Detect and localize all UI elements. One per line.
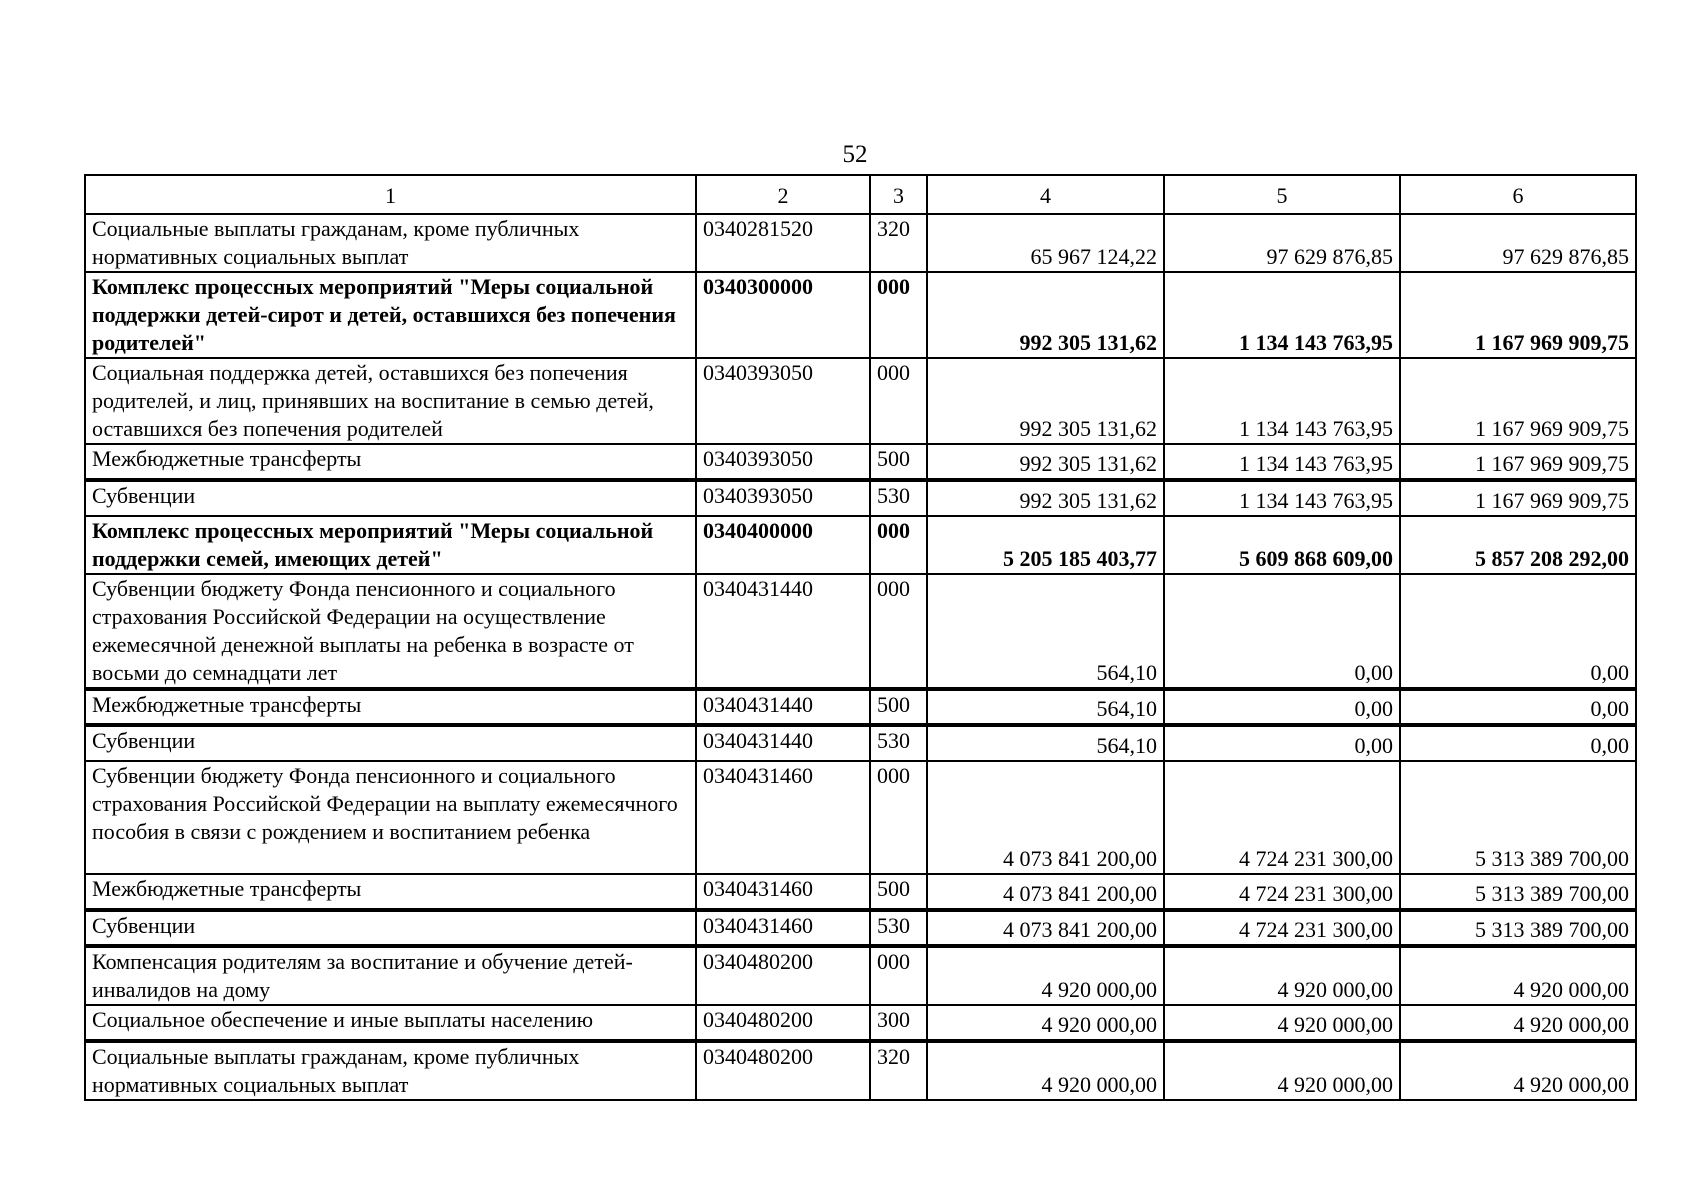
amount-col6-cell: 4 920 000,00 [1400, 1005, 1636, 1041]
amount-col4-cell: 4 073 841 200,00 [927, 761, 1164, 874]
amount-col5-cell: 97 629 876,85 [1164, 214, 1400, 272]
amount-col4-cell: 4 920 000,00 [927, 1041, 1164, 1100]
amount-col4-cell: 992 305 131,62 [927, 480, 1164, 516]
expense-type-cell: 500 [870, 874, 927, 910]
amount-col4-cell: 4 920 000,00 [927, 1005, 1164, 1041]
expense-type-cell: 530 [870, 910, 927, 946]
row-name-cell: Межбюджетные трансферты [85, 874, 696, 910]
table-row [85, 214, 1636, 272]
amount-col6-cell: 4 920 000,00 [1400, 946, 1636, 1005]
expense-type-cell: 000 [870, 761, 927, 874]
column-header: 3 [870, 175, 927, 214]
amount-col6-cell: 0,00 [1400, 725, 1636, 761]
amount-col6-cell: 1 167 969 909,75 [1400, 480, 1636, 516]
row-name-cell: Межбюджетные трансферты [85, 444, 696, 480]
amount-col5-cell: 4 724 231 300,00 [1164, 910, 1400, 946]
amount-col6-cell: 1 167 969 909,75 [1400, 272, 1636, 358]
amount-col4-cell: 992 305 131,62 [927, 272, 1164, 358]
page-number: 52 [842, 141, 868, 168]
amount-col5-cell: 4 724 231 300,00 [1164, 761, 1400, 874]
amount-col5-cell: 1 134 143 763,95 [1164, 358, 1400, 444]
amount-col5-cell: 1 134 143 763,95 [1164, 444, 1400, 480]
expense-type-cell: 320 [870, 1041, 927, 1100]
row-name-cell: Субвенции [85, 725, 696, 761]
expense-type-cell: 500 [870, 444, 927, 480]
target-code-cell: 0340393050 [696, 444, 870, 480]
target-code-cell: 0340431440 [696, 689, 870, 725]
table-row [85, 689, 1636, 725]
target-code-cell: 0340431440 [696, 574, 870, 689]
table-row [85, 725, 1636, 761]
amount-col5-cell: 0,00 [1164, 725, 1400, 761]
row-name-cell: Субвенции бюджету Фонда пенсионного и социального страхования Российской Федерации на выплату ежемесячного пособия в связи с рождением и воспитанием ребенка [85, 761, 696, 874]
amount-col5-cell: 0,00 [1164, 574, 1400, 689]
row-name-cell: Социальные выплаты гражданам, кроме публичных нормативных социальных выплат [85, 214, 696, 272]
amount-col6-cell: 4 920 000,00 [1400, 1041, 1636, 1100]
expense-type-cell: 300 [870, 1005, 927, 1041]
target-code-cell: 0340480200 [696, 946, 870, 1005]
amount-col5-cell: 4 920 000,00 [1164, 946, 1400, 1005]
amount-col4-cell: 564,10 [927, 689, 1164, 725]
target-code-cell: 0340431440 [696, 725, 870, 761]
table-row [85, 516, 1636, 574]
amount-col4-cell: 4 920 000,00 [927, 946, 1164, 1005]
amount-col6-cell: 1 167 969 909,75 [1400, 444, 1636, 480]
amount-col4-cell: 4 073 841 200,00 [927, 874, 1164, 910]
row-name-cell: Межбюджетные трансферты [85, 689, 696, 725]
expense-type-cell: 000 [870, 358, 927, 444]
row-name-cell: Субвенции бюджету Фонда пенсионного и социального страхования Российской Федерации на осуществление ежемесячной денежной выплаты на ребенка в возрасте от восьми до семнадцати лет [85, 574, 696, 689]
expense-type-cell: 530 [870, 725, 927, 761]
amount-col6-cell: 5 857 208 292,00 [1400, 516, 1636, 574]
expense-type-cell: 530 [870, 480, 927, 516]
amount-col4-cell: 5 205 185 403,77 [927, 516, 1164, 574]
amount-col6-cell: 5 313 389 700,00 [1400, 761, 1636, 874]
row-name-cell: Субвенции [85, 910, 696, 946]
target-code-cell: 0340480200 [696, 1041, 870, 1100]
column-header: 4 [927, 175, 1164, 214]
amount-col4-cell: 564,10 [927, 725, 1164, 761]
row-name-cell: Социальная поддержка детей, оставшихся без попечения родителей, и лиц, принявших на воспитание в семью детей, оставшихся без попечения родителей [85, 358, 696, 444]
row-name-cell: Компенсация родителям за воспитание и обучение детей-инвалидов на дому [85, 946, 696, 1005]
amount-col4-cell: 564,10 [927, 574, 1164, 689]
amount-col5-cell: 4 724 231 300,00 [1164, 874, 1400, 910]
target-code-cell: 0340281520 [696, 214, 870, 272]
target-code-cell: 0340431460 [696, 910, 870, 946]
target-code-cell: 0340393050 [696, 358, 870, 444]
amount-col6-cell: 0,00 [1400, 574, 1636, 689]
table-row [85, 480, 1636, 516]
amount-col5-cell: 1 134 143 763,95 [1164, 272, 1400, 358]
column-header: 6 [1400, 175, 1636, 214]
column-header: 2 [696, 175, 870, 214]
amount-col5-cell: 4 920 000,00 [1164, 1005, 1400, 1041]
amount-col5-cell: 0,00 [1164, 689, 1400, 725]
column-header: 5 [1164, 175, 1400, 214]
row-name-cell: Комплекс процессных мероприятий "Меры социальной поддержки детей-сирот и детей, оставшихся без попечения родителей" [85, 272, 696, 358]
table-body [85, 214, 1636, 1100]
amount-col6-cell: 5 313 389 700,00 [1400, 874, 1636, 910]
table-row [85, 1005, 1636, 1041]
amount-col4-cell: 4 073 841 200,00 [927, 910, 1164, 946]
amount-col4-cell: 65 967 124,22 [927, 214, 1164, 272]
amount-col5-cell: 4 920 000,00 [1164, 1041, 1400, 1100]
expense-type-cell: 000 [870, 946, 927, 1005]
amount-col5-cell: 1 134 143 763,95 [1164, 480, 1400, 516]
table-row [85, 761, 1636, 874]
column-header: 1 [85, 175, 696, 214]
amount-col4-cell: 992 305 131,62 [927, 444, 1164, 480]
expense-type-cell: 000 [870, 516, 927, 574]
expense-type-cell: 320 [870, 214, 927, 272]
row-name-cell: Социальное обеспечение и иные выплаты населению [85, 1005, 696, 1041]
table-row [85, 444, 1636, 480]
target-code-cell: 0340300000 [696, 272, 870, 358]
row-name-cell: Комплекс процессных мероприятий "Меры социальной поддержки семей, имеющих детей" [85, 516, 696, 574]
expense-type-cell: 500 [870, 689, 927, 725]
target-code-cell: 0340431460 [696, 874, 870, 910]
target-code-cell: 0340393050 [696, 480, 870, 516]
target-code-cell: 0340480200 [696, 1005, 870, 1041]
amount-col6-cell: 97 629 876,85 [1400, 214, 1636, 272]
table-row [85, 358, 1636, 444]
amount-col6-cell: 1 167 969 909,75 [1400, 358, 1636, 444]
target-code-cell: 0340431460 [696, 761, 870, 874]
amount-col5-cell: 5 609 868 609,00 [1164, 516, 1400, 574]
expense-type-cell: 000 [870, 272, 927, 358]
table-row [85, 574, 1636, 689]
table-row [85, 874, 1636, 910]
table-row [85, 910, 1636, 946]
amount-col6-cell: 5 313 389 700,00 [1400, 910, 1636, 946]
row-name-cell: Субвенции [85, 480, 696, 516]
table-row [85, 946, 1636, 1005]
amount-col4-cell: 992 305 131,62 [927, 358, 1164, 444]
header-row [85, 175, 1636, 214]
expense-type-cell: 000 [870, 574, 927, 689]
amount-col6-cell: 0,00 [1400, 689, 1636, 725]
row-name-cell: Социальные выплаты гражданам, кроме публичных нормативных социальных выплат [85, 1041, 696, 1100]
target-code-cell: 0340400000 [696, 516, 870, 574]
table-row [85, 272, 1636, 358]
table-row [85, 1041, 1636, 1100]
budget-table [84, 174, 1637, 1101]
